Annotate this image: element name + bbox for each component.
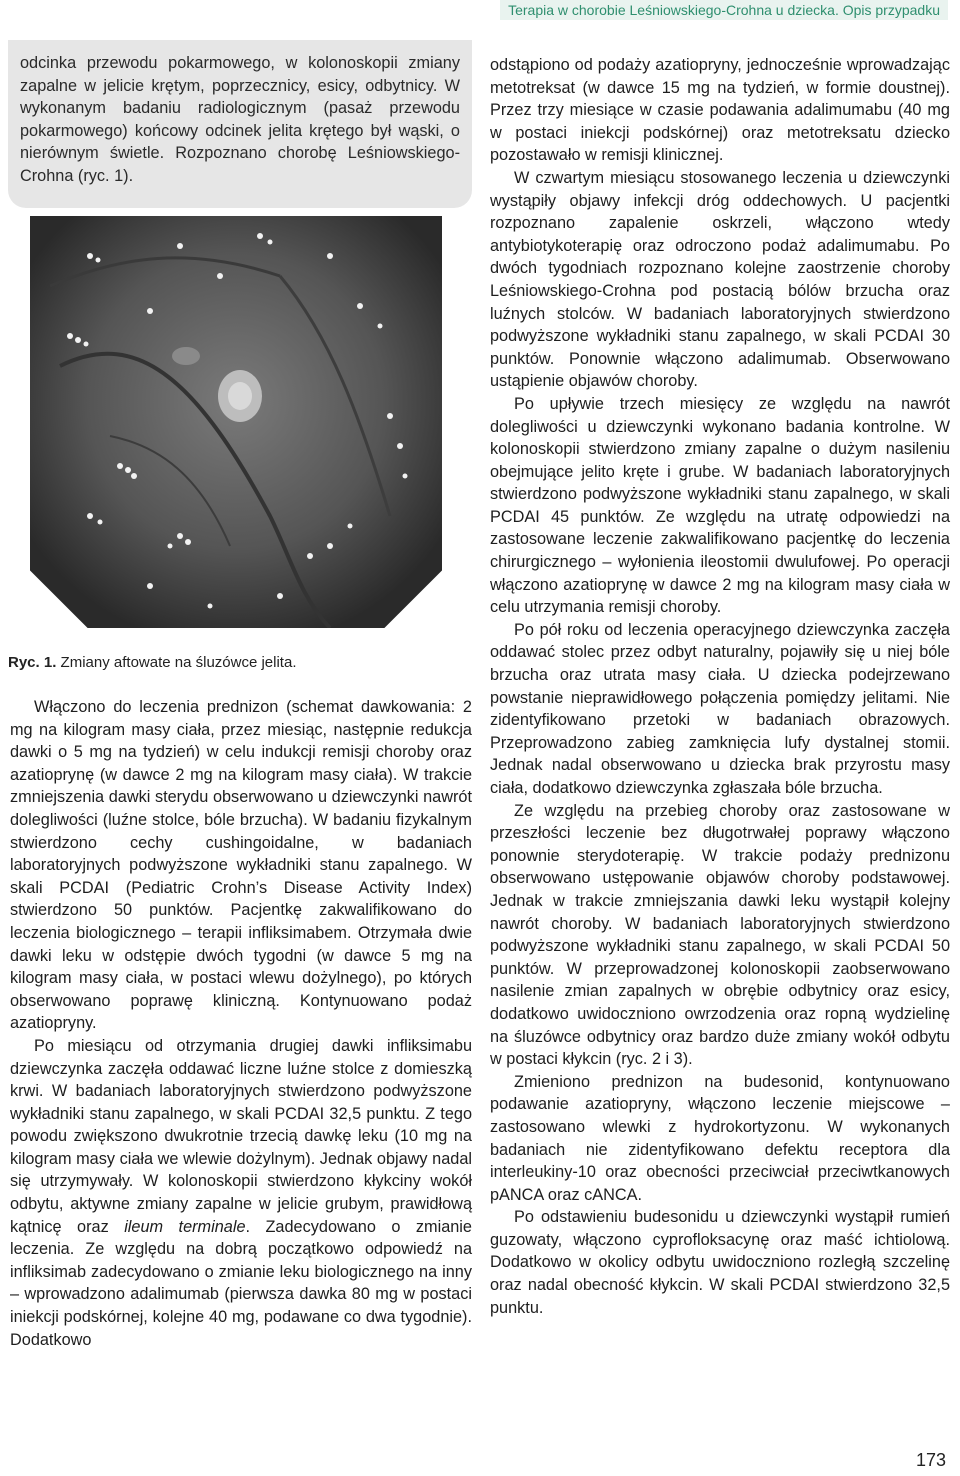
paragraph: Ze względu na przebieg choroby oraz zastosowane w przeszłości leczenie bez długotrwałej poprawy włączono ponownie sterydoterapię. W trakcie podaży prednizonu obserwowano ustępowanie objawów choroby podstawowej. Jednak w trakcie zmniejszania dawki leku wystąpił kolejny nawrót choroby. W badaniach laboratoryjnych stwierdzono podwyższone wykładniki stanu zapalnego, w skali PCDAI 50 punktów. W przeprowadzonej kolonoskopii zaobserwowano nasilenie zmian zapalnych w obrębie odbytnicy oraz esicy, dodatkowo uwidoczniono owrzodzenia oraz ropną wydzielinę na śluzówce odbytnicy oraz bardzo duże zmiany wokół odbytu w postaci kłykcin (ryc. 2 i 3). [490,801,950,1069]
endoscopy-figure [30,216,442,628]
italic-term: ileum terminale [124,1217,246,1236]
figure-caption-text: Zmiany aftowate na śluzówce jelita. [60,654,297,671]
highlight-paragraph [20,52,460,188]
page-number: 173 [915,1450,946,1470]
paragraph: W czwartym miesiącu stosowanego leczenia u dziewczynki wystąpiły objawy infekcji dróg oddechowych. U pacjentki rozpoznano zapalenie oskrzeli, włączono wtedy antybiotykoterapię oraz odroczono podaż adalimumabu. Po dwóch tygodniach rozpoznano kolejne zaostrzenie choroby Leśniowskiego-Crohna pod postacią bólów brzucha oraz luźnych stolców. W badaniach laboratoryjnych stwierdzono podwyższone wykładniki stanu zapalnego, w skali PCDAI 30 punktów. Ponownie włączono adalimumab. Obserwowano ustąpienie objawów choroby. [490,168,950,391]
running-header: Terapia w chorobie Leśniowskiego-Crohna u dziecka. Opis przypadku [500,0,948,20]
paragraph-text: Po miesiącu od otrzymania drugiej dawki infliksimabu dziewczynka zaczęła oddawać liczne luźne stolce z domieszką krwi. W badaniach laboratoryjnych stwierdzono podwyższone wykładniki stanu zapalnego, w skali PCDAI 32,5 punktu. Z tego powodu zwiększono dwukrotnie trzecią dawkę leku (10 mg na kilogram masy ciała we wlewie dożylnym). Jednak objawy nadal się utrzymywały. W kolonoskopii stwierdzono kłykciny wokół odbytu, aktywne zmiany zapalne w jelicie grubym, prawidłową kątnicę oraz [10,1036,472,1236]
paragraph: odcinka przewodu pokarmowego, w kolonoskopii zmiany zapalne w jelicie krętym, poprzecznicy, esicy, odbytnicy. W wykonanym badaniu radiologicznym (pasaż przewodu pokarmowego) końcowy odcinek jelita krętego był wąski, o nierównym świetle. Rozpoznano chorobę Leśniowskiego-Crohna (ryc. 1). [20,54,460,185]
paragraph: Zmieniono prednizon na budesonid, kontynuowano podawanie azatiopryny, włączono leczenie miejscowe – zastosowano wlewki z hydrokortyzonu. W wykonanych badaniach nie zidentyfikowano defektu receptora dla interleukiny-10 oraz obecności przeciwciał przeciwtkanowych pANCA oraz cANCA. [490,1072,950,1204]
figure-caption [8,654,297,672]
paragraph: Po odstawieniu budesonidu u dziewczynki wystąpił rumień guzowaty, włączono cyprofloksacynę oraz maść ichtiolową. Dodatkowo w okolicy odbytu uwidoczniono rozległą szczelinę oraz nadal obecność kłykcin. W skali PCDAI stwierdzono 32,5 punktu. [490,1208,950,1317]
right-column [490,54,950,1319]
endoscopy-image [30,216,442,628]
left-column [10,696,472,1351]
paragraph-text: . Zadecydowano o zmianie leczenia. Ze względu na dobrą początkowo odpowiedź na infliksimab zadecydowano o zmianie leku biologicznego na inny – wprowadzono adalimumab (pierwsza dawka 80 mg w postaci iniekcji podskórnej, kolejne 40 mg, podawane co dwa tygodnie). Dodatkowo [10,1217,472,1349]
paragraph: odstąpiono od podaży azatiopryny, jednocześnie wprowadzając metotreksat (w dawce 15 mg na tydzień, w formie doustnej). Przez trzy miesiące w czasie podawania adalimumabu (40 mg w postaci iniekcji podskórnej) oraz metotreksatu dziecko pozostawało w remisji klinicznej. [490,56,950,165]
paragraph: Włączono do leczenia prednizon (schemat dawkowania: 2 mg na kilogram masy ciała, przez miesiąc, następnie redukcja dawki o 5 mg na tydzień) w celu indukcji remisji choroby oraz azatioprynę (w dawce 2 mg na kilogram masy ciała). W trakcie zmniejszenia dawki sterydu obserwowano u dziewczynki nawrót dolegliwości (luźne stolce, bóle brzucha). W badaniu fizykalnym stwierdzono cechy cushingoidalne, w badaniach laboratoryjnych podwyższone wykładniki stanu zapalnego. W skali PCDAI (Pediatric Crohn’s Disease Activity Index) stwierdzono 50 punktów. Pacjentkę zakwalifikowano do leczenia biologicznego – terapii infliksimabem. Otrzymała dwie dawki leku w odstępie dwóch tygodni (w dawce 5 mg na kilogram masy ciała, w postaci wlewu dożylnego), po których obserwowano poprawę kliniczną. Kontynuowano podaż azatiopryny. [10,698,472,1033]
figure-label: Ryc. 1. [8,654,57,671]
paragraph: Po pół roku od leczenia operacyjnego dziewczynka zaczęła oddawać stolec przez odbyt naturalny, pojawiły się u niej bóle brzucha oraz utrata masy ciała. U dziecka podejrzewano powstanie nieprawidłowego połączenia pomiędzy jelitami. Nie zidentyfikowano przetoki w badaniach obrazowych. Przeprowadzono zabieg zamknięcia lufy dystalnej stomii. Jednak nadal obserwowano u dziecka brak przyrostu masy ciała, dodatkowo dziewczynka zgłaszała bóle brzucha. [490,620,950,797]
paragraph [10,1035,472,1351]
paragraph: Po upływie trzech miesięcy ze względu na nawrót dolegliwości u dziewczynki wykonano badania kontrolne. W kolonoskopii stwierdzono zmiany zapalne o dużym nasileniu obejmujące jelito kręte i grube. W badaniach laboratoryjnych stwierdzono podwyższone wykładniki stanu zapalnego, w skali PCDAI 45 punktów. Ze względu na utratę odpowiedzi na zastosowane leczenie zakwalifikowano pacjentkę do leczenia chirurgicznego – wyłonienia ileostomii dwulufowej. Po operacji włączono azatioprynę w dawce 2 mg na kilogram masy ciała w celu utrzymania remisji choroby. [490,394,950,617]
